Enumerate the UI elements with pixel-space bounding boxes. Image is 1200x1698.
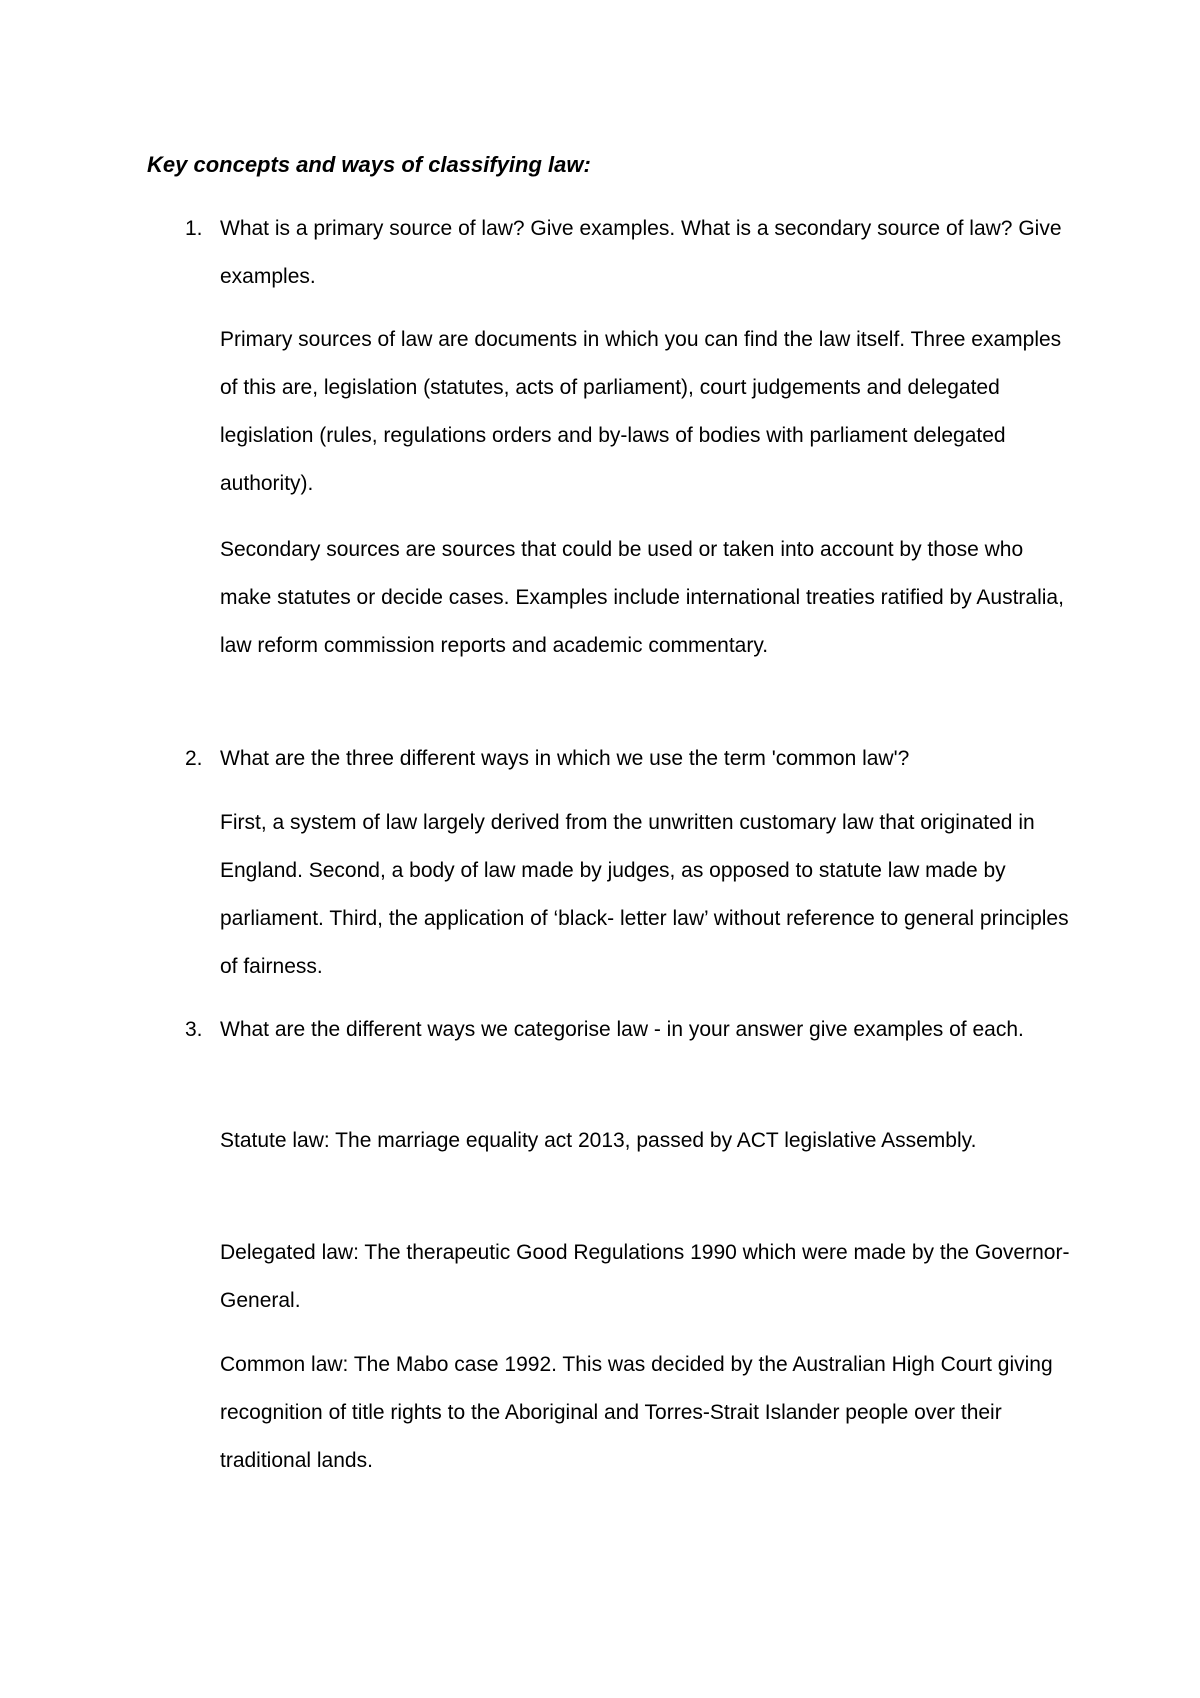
question-1 (185, 205, 1065, 301)
question-text: What are the different ways we categorise law - in your answer give examples of each. (220, 1018, 1024, 1041)
question-number: 2. (185, 747, 203, 770)
question-number: 3. (185, 1018, 203, 1041)
question-text: What are the three different ways in which we use the term 'common law'? (220, 747, 910, 770)
answer-paragraph: Statute law: The marriage equality act 2013, passed by ACT legislative Assembly. (220, 1129, 977, 1152)
question-text: What is a primary source of law? Give examples. What is a secondary source of law? Give examples. (220, 217, 1062, 288)
question-2 (185, 735, 1065, 783)
question-3 (185, 1006, 1065, 1054)
question-number: 1. (185, 217, 203, 240)
answer-paragraph: Common law: The Mabo case 1992. This was decided by the Australian High Court giving recognition of title rights to the Aboriginal and Torres-Strait Islander people over their traditional lands. (220, 1353, 1053, 1472)
answer-paragraph: Delegated law: The therapeutic Good Regulations 1990 which were made by the Governor-General. (220, 1241, 1070, 1312)
answer-paragraph: Secondary sources are sources that could be used or taken into account by those who make statutes or decide cases. Examples include international treaties ratified by Australia, law reform commission reports and academic commentary. (220, 538, 1064, 657)
answer-paragraph: First, a system of law largely derived from the unwritten customary law that originated in England. Second, a body of law made by judges, as opposed to statute law made by parliament. Third, the application of ‘black- letter law’ without reference to general principles of fairness. (220, 811, 1069, 978)
answer-paragraph: Primary sources of law are documents in which you can find the law itself. Three examples of this are, legislation (statutes, acts of parliament), court judgements and delegated legislation (rules, regulations orders and by-laws of bodies with parliament delegated authority). (220, 328, 1062, 495)
document-heading: Key concepts and ways of classifying law: (147, 152, 591, 177)
